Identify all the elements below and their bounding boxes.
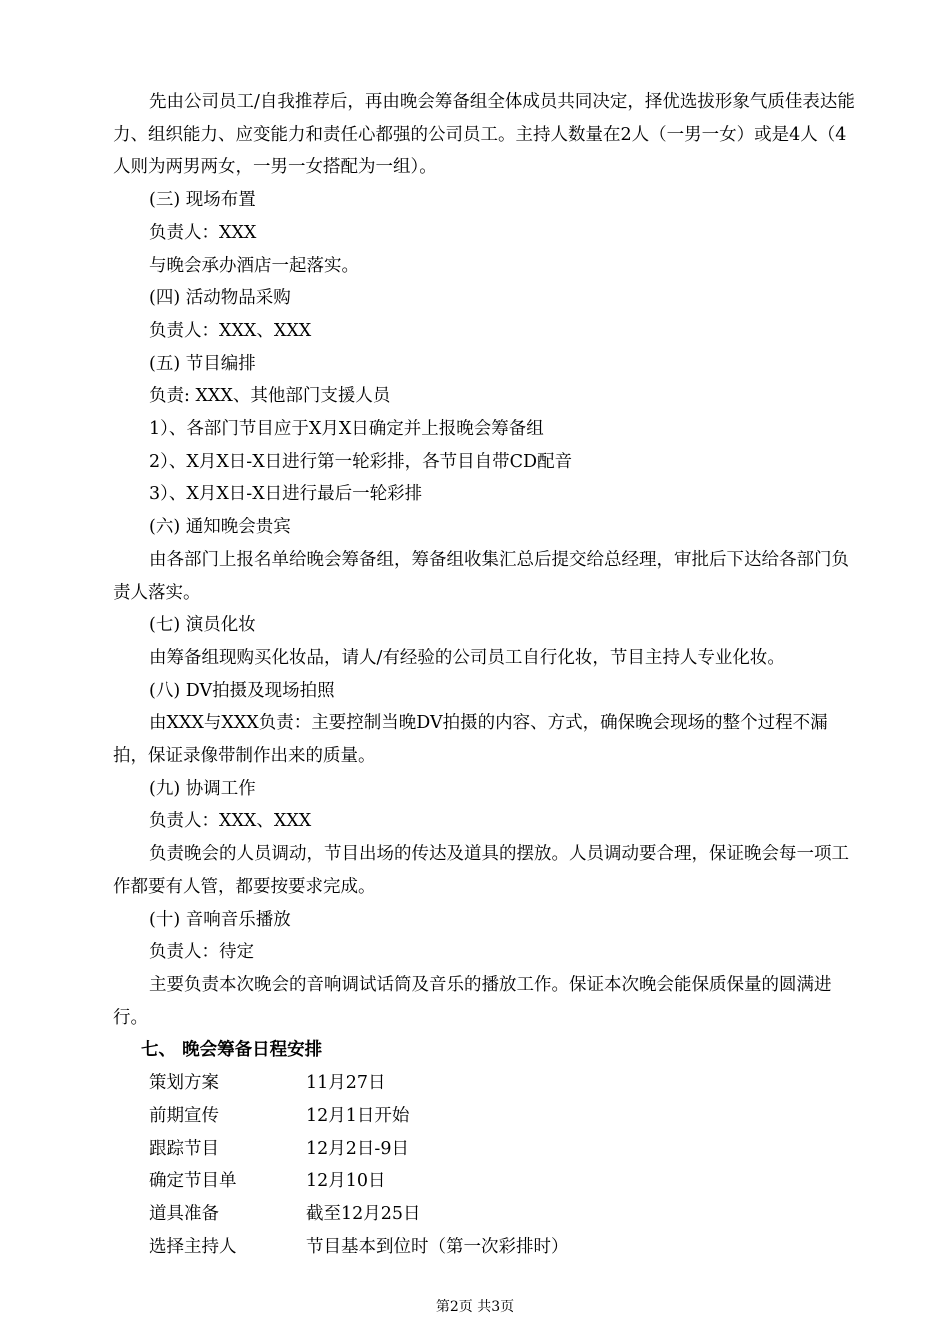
list-item-program-2: 2）、X月X日-X日进行第一轮彩排，各节目自带CD配音 xyxy=(149,451,573,472)
schedule-row xyxy=(113,1100,860,1133)
schedule-date: 节目基本到位时（第一次彩排时） xyxy=(306,1236,569,1257)
subheading-coordination: (九) 协调工作 xyxy=(149,778,256,799)
schedule-date: 12月10日 xyxy=(306,1171,386,1192)
paragraph-coordination-owner: 负责人：XXX、XXX xyxy=(149,811,312,832)
paragraph-audio-detail: 主要负责本次晚会的音响调试话筒及音乐的播放工作。保证本次晚会能保质保量的圆满进行。 xyxy=(113,974,832,1028)
document-page xyxy=(113,86,860,1263)
paragraph-venue-owner: 负责人：XXX xyxy=(149,222,257,243)
schedule-date: 截至12月25日 xyxy=(306,1203,421,1224)
schedule-date: 11月27日 xyxy=(306,1073,386,1094)
schedule-row xyxy=(113,1231,860,1264)
subheading-venue-setup: (三) 现场布置 xyxy=(149,190,256,211)
paragraph-purchasing-owner: 负责人：XXX、XXX xyxy=(149,320,312,341)
schedule-list xyxy=(113,1067,860,1263)
subheading-purchasing: (四) 活动物品采购 xyxy=(149,288,291,309)
list-item-program-3: 3）、X月X日-X日进行最后一轮彩排 xyxy=(149,484,423,505)
subheading-dv-photo: (八) DV拍摄及现场拍照 xyxy=(149,680,335,701)
schedule-item: 跟踪节目 xyxy=(149,1138,219,1159)
section-heading-schedule: 七、 晚会筹备日程安排 xyxy=(141,1040,323,1061)
schedule-item: 道具准备 xyxy=(149,1203,219,1224)
schedule-row xyxy=(113,1198,860,1231)
subheading-makeup: (七) 演员化妆 xyxy=(149,615,256,636)
paragraph-makeup-detail: 由筹备组现购买化妆品，请人/有经验的公司员工自行化妆，节目主持人专业化妆。 xyxy=(149,647,785,668)
schedule-row xyxy=(113,1165,860,1198)
schedule-date: 12月1日开始 xyxy=(306,1105,410,1126)
subheading-program-arrangement: (五) 节目编排 xyxy=(149,353,256,374)
paragraph-venue-detail: 与晚会承办酒店一起落实。 xyxy=(149,255,359,276)
paragraph-vip-detail: 由各部门上报名单给晚会筹备组，筹备组收集汇总后提交给总经理，审批后下达给各部门负责人落实。 xyxy=(113,549,849,603)
paragraph-dv-detail: 由XXX与XXX负责：主要控制当晚DV拍摄的内容、方式，确保晚会现场的整个过程不漏拍，保证录像带制作出来的质量。 xyxy=(113,713,828,767)
subheading-vip-notice: (六) 通知晚会贵宾 xyxy=(149,517,291,538)
paragraph-audio-owner: 负责人：待定 xyxy=(149,942,254,963)
schedule-item: 选择主持人 xyxy=(149,1236,237,1257)
paragraph-host-selection: 先由公司员工/自我推荐后，再由晚会筹备组全体成员共同决定，择优选拔形象气质佳表达能力、组织能力、应变能力和责任心都强的公司员工。主持人数量在2人（一男一女）或是4人（4人则为两男两女，一男一女搭配为一组）。 xyxy=(113,92,855,178)
schedule-item: 确定节目单 xyxy=(149,1171,237,1192)
paragraph-program-owner: 负责: XXX、其他部门支援人员 xyxy=(149,386,391,407)
list-item-program-1: 1）、各部门节目应于X月X日确定并上报晚会筹备组 xyxy=(149,419,544,440)
schedule-row xyxy=(113,1133,860,1166)
subheading-audio: (十) 音响音乐播放 xyxy=(149,909,291,930)
schedule-date: 12月2日-9日 xyxy=(306,1138,409,1159)
schedule-row xyxy=(113,1067,860,1100)
schedule-item: 前期宣传 xyxy=(149,1105,219,1126)
schedule-item: 策划方案 xyxy=(149,1073,219,1094)
page-footer: 第2页 共3页 xyxy=(435,1299,515,1315)
paragraph-coordination-detail: 负责晚会的人员调动，节目出场的传达及道具的摆放。人员调动要合理，保证晚会每一项工作都要有人管，都要按要求完成。 xyxy=(113,844,849,897)
